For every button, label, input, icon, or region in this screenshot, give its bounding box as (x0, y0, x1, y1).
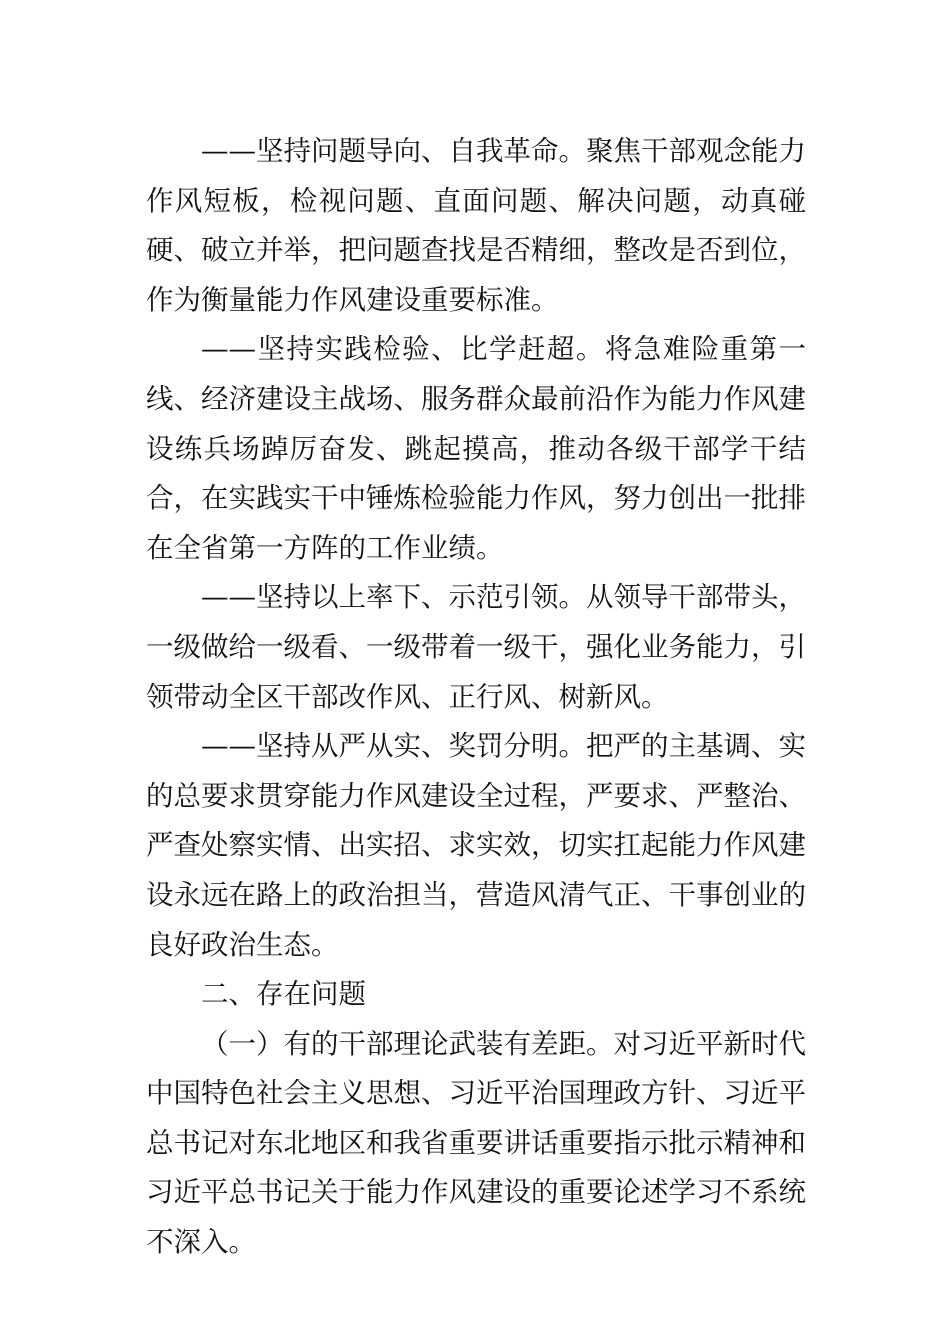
principle-practice-test: ——坚持实践检验、比学赶超。将急难险重第一线、经济建设主战场、服务群众最前沿作为能力作风建设练兵场踔厉奋发、跳起摸高，推动各级干部学干结合，在实践实干中锤炼检验能力作风，努力创出一批排在全省第一方阵的工作业绩。 (146, 333, 806, 564)
principle-problem-oriented: ——坚持问题导向、自我革命。聚焦干部观念能力作风短板，检视问题、直面问题、解决问题，动真碰硬、破立并举，把问题查找是否精细，整改是否到位，作为衡量能力作风建设重要标准。 (146, 135, 806, 316)
principle-strict-and-practical: ——坚持从严从实、奖罚分明。把严的主基调、实的总要求贯穿能力作风建设全过程，严要求、严整治、严查处察实情、出实招、求实效，切实扛起能力作风建设永远在路上的政治担当，营造风清气正、干事创业的良好政治生态。 (146, 730, 806, 961)
principle-lead-by-example: ——坚持以上率下、示范引领。从领导干部带头，一级做给一级看、一级带着一级干，强化业务能力，引领带动全区干部改作风、正行风、树新风。 (146, 581, 806, 713)
problem-item-1-theory: （一）有的干部理论武装有差距。对习近平新时代中国特色社会主义思想、习近平治国理政方针、习近平总书记对东北地区和我省重要讲话重要指示批示精神和习近平总书记关于能力作风建设的重要论述学习不系统不深入。 (146, 1027, 806, 1259)
document-body (146, 127, 806, 1268)
section-heading-existing-problems: 二、存在问题 (201, 978, 366, 1011)
